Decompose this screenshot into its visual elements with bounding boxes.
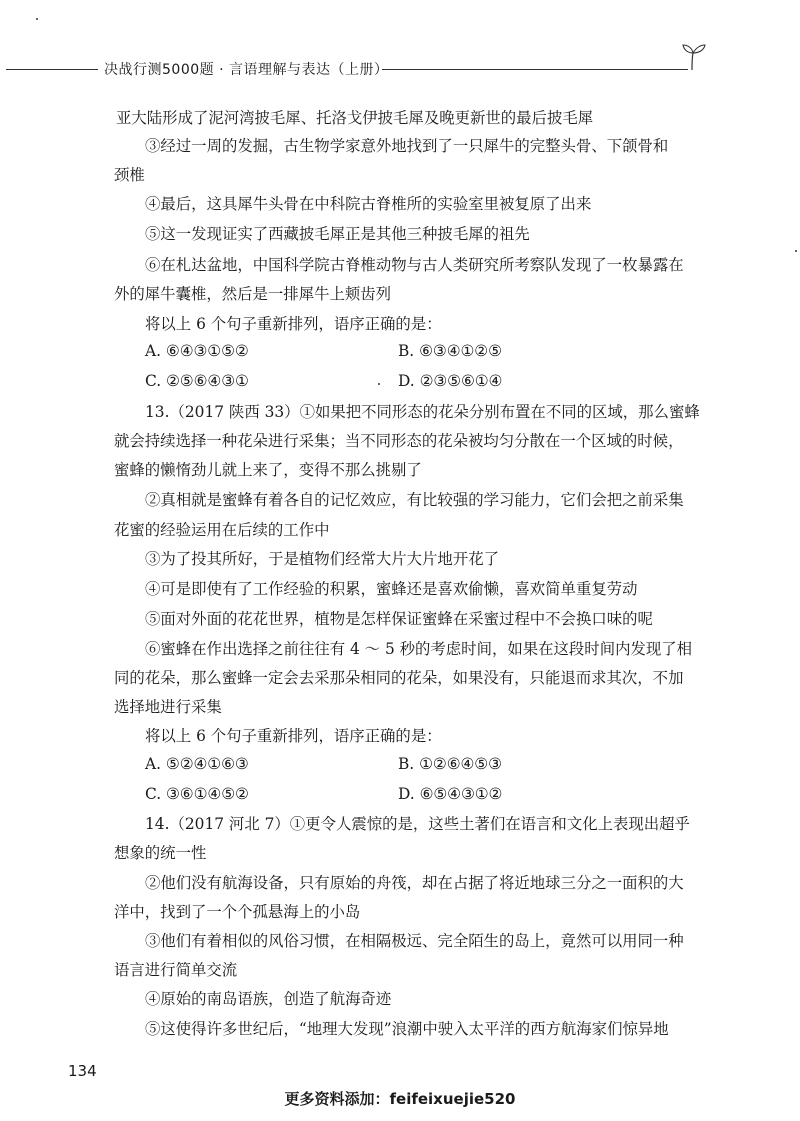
body-line: ④可是即使有了工作经验的积累，蜜蜂还是喜欢偷懒，喜欢简单重复劳动 <box>145 580 638 598</box>
option-d: D. ②③⑤⑥①④ <box>398 372 503 390</box>
header-rule-left <box>6 69 98 70</box>
scan-speck <box>795 250 797 252</box>
body-line: ⑤面对外面的花花世界，植物是怎样保证蜜蜂在采蜜过程中不会换口味的呢 <box>145 610 653 628</box>
option-b: B. ①②⑥④⑤③ <box>398 755 502 773</box>
option-c: C. ③⑥①④⑤② <box>145 785 249 803</box>
body-line: 选择地进行采集 <box>114 698 222 716</box>
book-title: 决战行测5000题 · 言语理解与表达（上册） <box>104 62 389 78</box>
option-d: D. ⑥⑤④③①② <box>398 785 503 803</box>
body-line: 外的犀牛囊椎，然后是一排犀牛上颊齿列 <box>114 285 392 303</box>
body-line: 亚大陆形成了泥河湾披毛犀、托洛戈伊披毛犀及晚更新世的最后披毛犀 <box>116 109 594 127</box>
body-line: 将以上 6 个句子重新排列，语序正确的是： <box>145 315 442 333</box>
option-a: A. ⑥④③①⑤② <box>145 342 249 360</box>
option-c: C. ②⑤⑥④③① <box>145 372 249 390</box>
body-line: 语言进行简单交流 <box>114 961 238 979</box>
body-line: ②真相就是蜜蜂有着各自的记忆效应，有比较强的学习能力，它们会把之前采集 <box>145 491 684 509</box>
body-line: 花蜜的经验运用在后续的工作中 <box>114 521 330 539</box>
body-line: 14.（2017 河北 7）①更令人震惊的是，这些土著们在语言和文化上表现出超乎 <box>145 815 690 833</box>
body-line: 想象的统一性 <box>114 844 207 862</box>
body-line: ②他们没有航海设备，只有原始的舟筏，却在占据了将近地球三分之一面积的大 <box>145 874 684 892</box>
footer-note: 更多资料添加：feifeixuejie520 <box>284 1090 516 1108</box>
option-b: B. ⑥③④①②⑤ <box>398 342 502 360</box>
option-a: A. ⑤②④①⑥③ <box>145 755 249 773</box>
page-number: 134 <box>68 1062 97 1080</box>
body-line: ③经过一周的发掘，古生物学家意外地找到了一只犀牛的完整头骨、下颌骨和 <box>145 137 669 155</box>
body-line: ⑥蜜蜂在作出选择之前往往有 4 ～ 5 秒的考虑时间，如果在这段时间内发现了相 <box>145 640 693 658</box>
body-line: ⑤这使得许多世纪后，“地理大发现”浪潮中驶入太平洋的西方航海家们惊异地 <box>145 1020 669 1038</box>
scan-speck <box>378 383 380 385</box>
body-line: ④原始的南岛语族，创造了航海奇迹 <box>145 990 392 1008</box>
body-line: ⑤这一发现证实了西藏披毛犀正是其他三种披毛犀的祖先 <box>145 225 530 243</box>
header-rule-right <box>382 69 688 70</box>
body-line: ③为了投其所好，于是植物们经常大片大片地开花了 <box>145 550 499 568</box>
body-line: 就会持续选择一种花朵进行采集；当不同形态的花朵被均匀分散在一个区域的时候， <box>114 432 684 450</box>
body-line: ③他们有着相似的风俗习惯，在相隔极远、完全陌生的岛上，竟然可以用同一种 <box>145 932 684 950</box>
body-line: 蜜蜂的懒惰劲儿就上来了，变得不那么挑剔了 <box>114 461 422 479</box>
body-line: ④最后，这具犀牛头骨在中科院古脊椎所的实验室里被复原了出来 <box>145 195 592 213</box>
body-line: 13.（2017 陕西 33）①如果把不同形态的花朵分别布置在不同的区域，那么蜜蜂 <box>145 403 700 421</box>
sprout-icon <box>680 41 706 71</box>
body-line: 洋中，找到了一个个孤悬海上的小岛 <box>114 903 361 921</box>
running-header <box>0 55 800 85</box>
body-line: 同的花朵，那么蜜蜂一定会去采那朵相同的花朵，如果没有，只能退而求其次，不加 <box>114 669 684 687</box>
scan-speck <box>36 18 38 20</box>
body-line: ⑥在札达盆地，中国科学院古脊椎动物与古人类研究所考察队发现了一枚暴露在 <box>145 256 684 274</box>
body-line: 颈椎 <box>114 166 145 184</box>
body-line: 将以上 6 个句子重新排列，语序正确的是： <box>145 727 442 745</box>
